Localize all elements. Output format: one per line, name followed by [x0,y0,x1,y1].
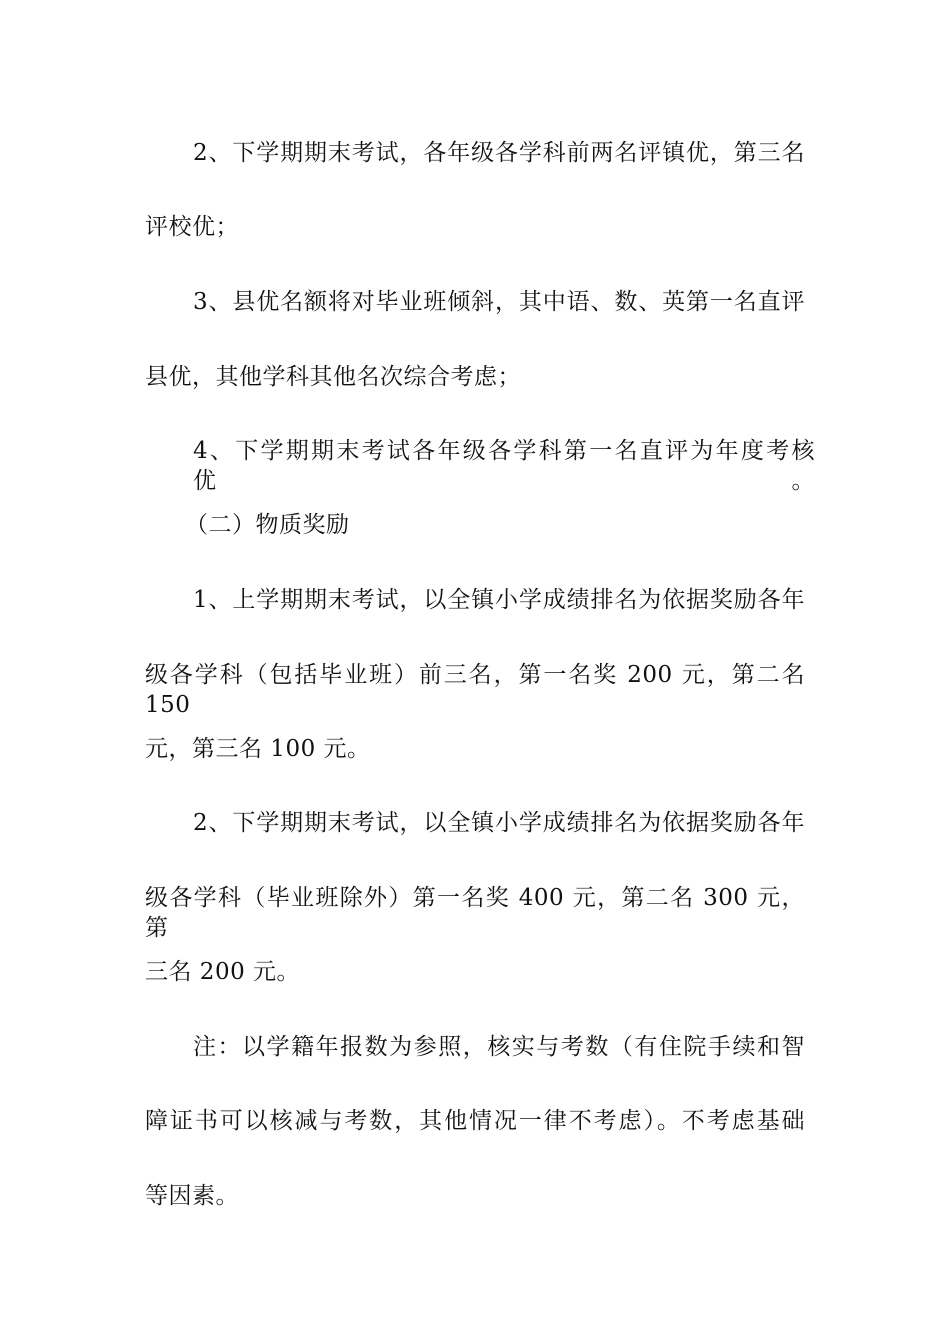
note-line: 等因素。 [145,1183,239,1209]
paragraph-line: 元，第三名 100 元。 [145,736,371,762]
section-heading: （二）物质奖励 [185,512,350,538]
paragraph-line: 2、下学期期末考试，以全镇小学成绩排名为依据奖励各年 [193,810,805,836]
paragraph-line: 2、下学期期末考试，各年级各学科前两名评镇优，第三名 [193,140,805,166]
paragraph-line: 3、县优名额将对毕业班倾斜，其中语、数、英第一名直评 [193,289,805,315]
note-line: 注：以学籍年报数为参照，核实与考数（有住院手续和智 [193,1034,805,1060]
paragraph-line: 三名 200 元。 [145,959,301,985]
paragraph-line: 1、上学期期末考试，以全镇小学成绩排名为依据奖励各年 [193,587,805,613]
paragraph-line: 评校优； [145,214,239,240]
paragraph-line: 4、下学期期末考试各年级各学科第一名直评为年度考核优。 [193,438,815,494]
paragraph-line: 级各学科（毕业班除外）第一名奖 400 元，第二名 300 元，第 [145,885,805,941]
paragraph-line: 县优，其他学科其他名次综合考虑； [145,364,521,390]
note-line: 障证书可以核减与考数，其他情况一律不考虑）。不考虑基础 [145,1108,805,1134]
paragraph-line: 级各学科（包括毕业班）前三名，第一名奖 200 元，第二名 150 [145,662,805,718]
